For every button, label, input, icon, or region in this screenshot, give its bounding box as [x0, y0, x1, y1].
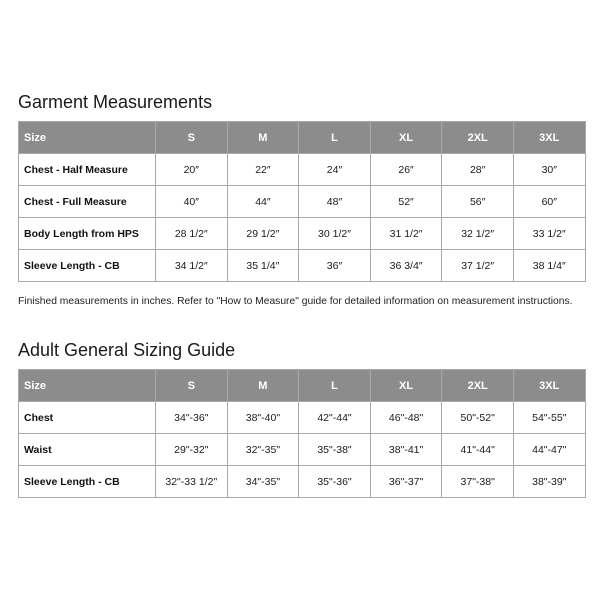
- table-cell: 35 1/4″: [227, 250, 299, 282]
- table-cell: 38"-40": [227, 402, 299, 434]
- table-cell: 30″: [513, 154, 585, 186]
- table-cell: 32"-33 1/2": [156, 466, 228, 498]
- row-label: Body Length from HPS: [19, 218, 156, 250]
- table-cell: 60″: [513, 186, 585, 218]
- table-cell: 32 1/2″: [442, 218, 514, 250]
- header-cell-l: L: [299, 122, 371, 154]
- table-row: [19, 186, 586, 218]
- table-cell: 37 1/2″: [442, 250, 514, 282]
- header-cell-2xl: 2XL: [442, 370, 514, 402]
- table-cell: 28″: [442, 154, 514, 186]
- table-cell: 28 1/2″: [156, 218, 228, 250]
- table-row: [19, 218, 586, 250]
- table-row: [19, 434, 586, 466]
- header-cell-m: M: [227, 122, 299, 154]
- header-cell-2xl: 2XL: [442, 122, 514, 154]
- table-cell: 41"-44": [442, 434, 514, 466]
- measurement-footnote: Finished measurements in inches. Refer to "How to Measure" guide for detailed information on measurement instructions.: [18, 296, 573, 307]
- header-cell-xl: XL: [370, 122, 442, 154]
- table-cell: 56″: [442, 186, 514, 218]
- table-cell: 29 1/2″: [227, 218, 299, 250]
- table-cell: 36"-37": [370, 466, 442, 498]
- header-cell-s: S: [156, 122, 228, 154]
- table-cell: 44″: [227, 186, 299, 218]
- table-row: [19, 250, 586, 282]
- table-cell: 36″: [299, 250, 371, 282]
- table-cell: 42"-44": [299, 402, 371, 434]
- row-label: Chest: [19, 402, 156, 434]
- table-cell: 40″: [156, 186, 228, 218]
- row-label: Waist: [19, 434, 156, 466]
- table-cell: 38"-39": [513, 466, 585, 498]
- table-row: [19, 154, 586, 186]
- header-cell-s: S: [156, 370, 228, 402]
- table-cell: 35"-36": [299, 466, 371, 498]
- table-cell: 30 1/2″: [299, 218, 371, 250]
- table-cell: 44"-47": [513, 434, 585, 466]
- table-cell: 52″: [370, 186, 442, 218]
- row-label: Sleeve Length - CB: [19, 250, 156, 282]
- table-header-row: [19, 370, 586, 402]
- table-cell: 24″: [299, 154, 371, 186]
- header-cell-m: M: [227, 370, 299, 402]
- header-cell-3xl: 3XL: [513, 122, 585, 154]
- table-cell: 34"-36": [156, 402, 228, 434]
- table-row: [19, 466, 586, 498]
- header-cell-size: Size: [19, 122, 156, 154]
- header-cell-size: Size: [19, 370, 156, 402]
- table-cell: 48″: [299, 186, 371, 218]
- table-cell: 37"-38": [442, 466, 514, 498]
- table-cell: 26″: [370, 154, 442, 186]
- table-cell: 31 1/2″: [370, 218, 442, 250]
- table-cell: 20″: [156, 154, 228, 186]
- table-header-row: [19, 122, 586, 154]
- table-cell: 35"-38": [299, 434, 371, 466]
- adult-sizing-guide-table: [18, 369, 586, 498]
- table-cell: 36 3/4″: [370, 250, 442, 282]
- table-cell: 38"-41": [370, 434, 442, 466]
- table-cell: 34"-35": [227, 466, 299, 498]
- row-label: Chest - Full Measure: [19, 186, 156, 218]
- header-cell-xl: XL: [370, 370, 442, 402]
- table-cell: 29"-32": [156, 434, 228, 466]
- table-cell: 50"-52": [442, 402, 514, 434]
- table-cell: 34 1/2″: [156, 250, 228, 282]
- table-cell: 38 1/4″: [513, 250, 585, 282]
- table-cell: 32"-35": [227, 434, 299, 466]
- row-label: Sleeve Length - CB: [19, 466, 156, 498]
- header-cell-l: L: [299, 370, 371, 402]
- table-cell: 46"-48": [370, 402, 442, 434]
- table-cell: 33 1/2″: [513, 218, 585, 250]
- table-row: [19, 402, 586, 434]
- header-cell-3xl: 3XL: [513, 370, 585, 402]
- garment-measurements-title: Garment Measurements: [18, 92, 213, 112]
- table-cell: 22″: [227, 154, 299, 186]
- garment-measurements-table: [18, 121, 586, 282]
- table-cell: 54"-55": [513, 402, 585, 434]
- row-label: Chest - Half Measure: [19, 154, 156, 186]
- adult-sizing-guide-title: Adult General Sizing Guide: [18, 340, 236, 360]
